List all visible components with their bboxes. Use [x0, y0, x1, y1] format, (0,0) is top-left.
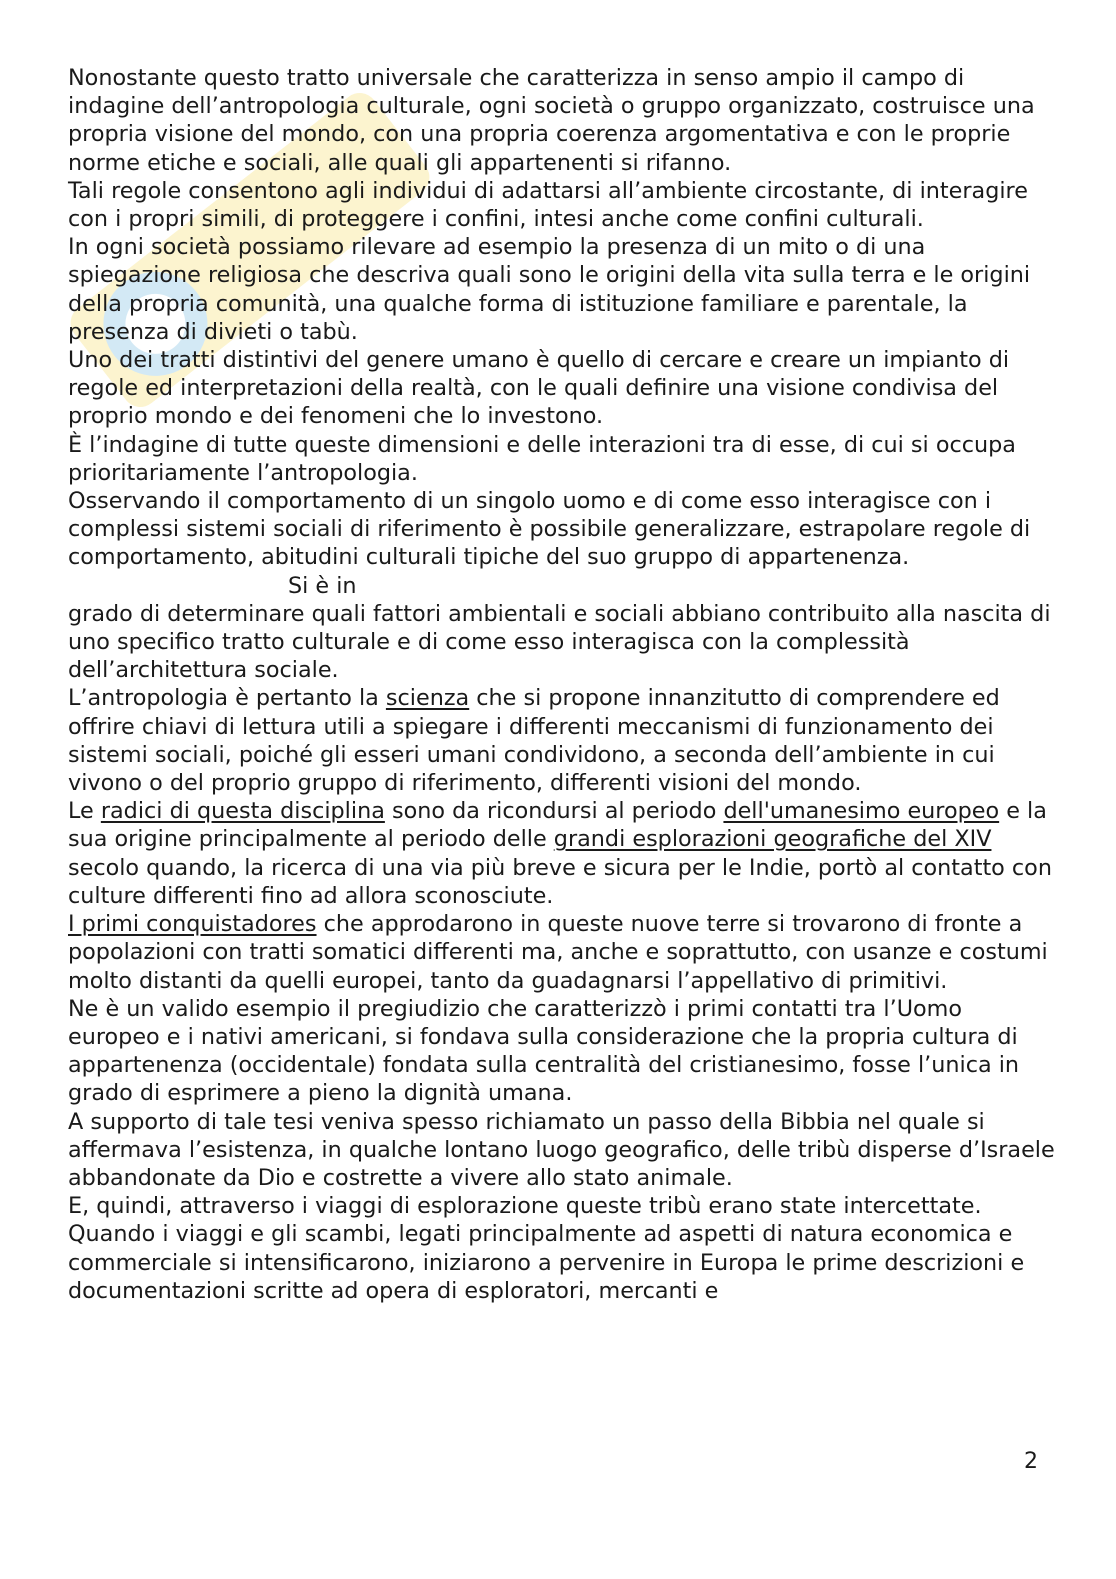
document-body [68, 64, 1058, 1305]
paragraph-text: In ogni società possiamo rilevare ad esempio la presenza di un mito o di una spiegazione religiosa che descriva quali sono le origini della vita sulla terra e le origini della propria comunità, una qualche forma di istituzione familiare e parentale, la presenza di divieti o tabù. [68, 234, 1031, 345]
paragraph-text: secolo quando, la ricerca di una via più breve e sicura per le Indie, portò al contatto con culture differenti fino ad allora sconosciute. [68, 854, 1052, 909]
paragraph [68, 177, 1058, 233]
paragraph [68, 1108, 1058, 1193]
paragraph [68, 64, 1058, 177]
paragraph-text: Tali regole consentono agli individui di adattarsi all’ambiente circostante, di interagire con i propri simili, di proteggere i confini, intesi anche come confini culturali. [68, 177, 1028, 233]
paragraph-text: Quando i viaggi e gli scambi, legati principalmente ad aspetti di natura economica e commerciale si intensificarono, iniziarono a pervenire in Europa le prime descrizioni e documentazioni scritte ad opera di esploratori, mercanti e [68, 1221, 1025, 1304]
paragraph-text: L’antropologia è pertanto la [68, 685, 386, 712]
paragraph-text: A supporto di tale tesi veniva spesso richiamato un passo della Bibbia nel quale si affermava l’esistenza, in qualche lontano luogo geografico, delle tribù disperse d’Israele abbandonate da Dio e costrette a vivere allo stato animale. [68, 1108, 1055, 1191]
paragraph-text: Le [68, 798, 101, 825]
paragraph-text: Uno dei tratti distintivi del genere umano è quello di cercare e creare un impianto di regole ed interpretazioni della realtà, con le quali definire una visione condivisa del proprio mondo e dei fenomeni che lo investono. [68, 347, 1010, 430]
paragraph-text: e la sua origine principalmente al periodo delle [68, 798, 1047, 853]
paragraph [68, 995, 1058, 1108]
paragraph-text: Ne è un valido esempio il pregiudizio che caratterizzò i primi contatti tra l’Uomo europeo e i nativi americani, si fondava sulla considerazione che la propria cultura di appartenenza (occidentale) fondata sulla centralità del cristianesimo, fosse l’unica in grado di esprimere a pieno la dignità umana. [68, 995, 1020, 1107]
paragraph-text: grado di determinare quali fattori ambientali e sociali abbiano contribuito alla nascita di uno specifico tratto culturale e di come esso interagisca con la complessità dell’architettura sociale. [68, 600, 1051, 684]
paragraph-text: E, quindi, attraverso i viaggi di esplorazione queste tribù erano state intercettate. [68, 1193, 982, 1220]
paragraph [68, 346, 1058, 431]
paragraph-text: È l’indagine di tutte queste dimensioni e delle interazioni tra di esse, di cui si occupa prioritariamente l’antropologia. [68, 431, 1016, 486]
hyperlink[interactable]: radici di questa disciplina [100, 798, 385, 825]
paragraph-text: sono da ricondursi al periodo [384, 798, 724, 825]
paragraph [68, 684, 1058, 797]
paragraph [68, 1220, 1058, 1305]
paragraph [68, 1192, 1058, 1220]
paragraph [68, 797, 1058, 910]
paragraph-text: Nonostante questo tratto universale che caratterizza in senso ampio il campo di indagine dell’antropologia culturale, ogni società o gruppo organizzato, costruisce una propria visione del mondo, con una propria coerenza argomentativa e con le proprie norme etiche e sociali, alle quali gli appartenenti si rifanno. [68, 65, 1035, 176]
page-number: 2 [1024, 1449, 1038, 1474]
paragraph [68, 431, 1058, 487]
hyperlink[interactable]: I primi conquistadores [68, 911, 317, 938]
hyperlink[interactable]: grandi esplorazioni geografiche del XIV [553, 826, 992, 853]
paragraph-text: Si è in [288, 572, 357, 599]
paragraph [68, 233, 1058, 346]
hyperlink[interactable]: dell'umanesimo europeo [723, 798, 1000, 825]
hyperlink[interactable]: scienza [385, 685, 470, 712]
paragraph [68, 910, 1058, 995]
paragraph [68, 487, 1058, 684]
paragraph-text: Osservando il comportamento di un singolo uomo e di come esso interagisce con i complessi sistemi sociali di riferimento è possibile generalizzare, estrapolare regole di comportamento, abitudini culturali tipiche del suo gruppo di appartenenza. [68, 488, 1031, 571]
paragraph-text: che si propone innanzitutto di comprendere ed offrire chiavi di lettura utili a spiegare i differenti meccanismi di funzionamento dei sistemi sociali, poiché gli esseri umani condividono, a seconda dell’ambiente in cui vivono o del proprio gruppo di riferimento, differenti visioni del mondo. [68, 685, 1000, 797]
paragraph-text: che approdarono in queste nuove terre si trovarono di fronte a popolazioni con tratti somatici differenti ma, anche e soprattutto, con usanze e costumi molto distanti da quelli europei, tanto da guadagnarsi l’appellativo di primitivi. [68, 911, 1048, 994]
